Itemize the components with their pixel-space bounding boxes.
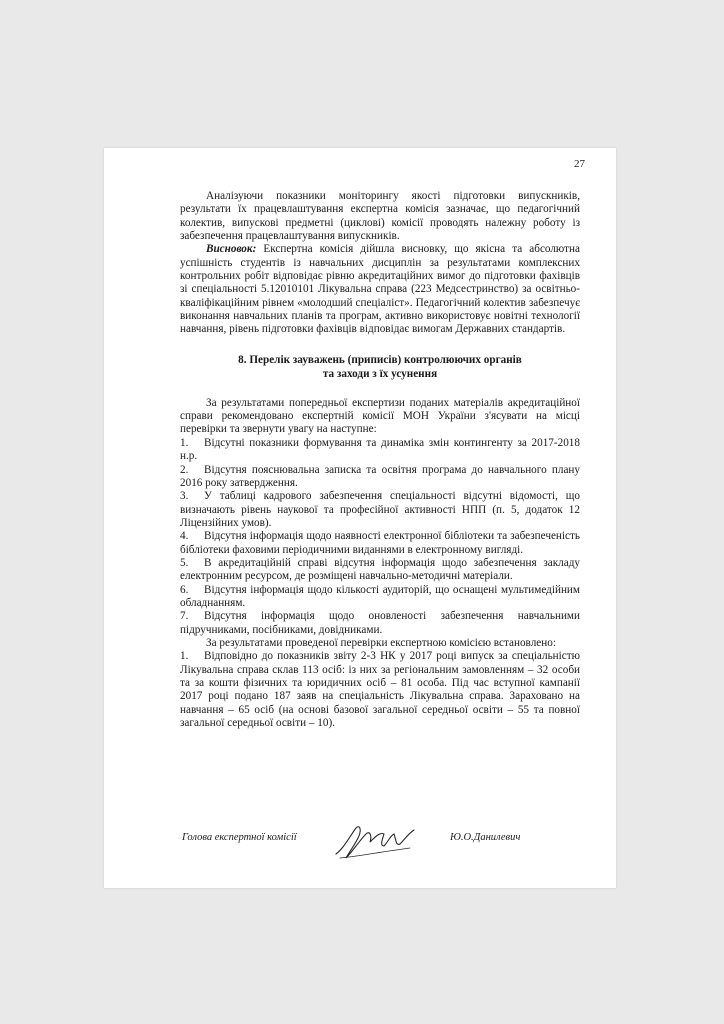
list-item-number: 3. — [180, 490, 189, 503]
result-item-number: 1. — [180, 650, 189, 663]
list-item-number: 5. — [180, 556, 189, 569]
list-item — [180, 584, 580, 611]
section-heading — [180, 353, 580, 381]
section-heading-line1: 8. Перелік зауважень (приписів) контролюючих органів — [238, 353, 522, 366]
list-item-number: 7. — [180, 610, 189, 623]
list-item — [180, 557, 580, 584]
list-item-text: Відсутні показники формування та динаміка змін контингенту за 2017-2018 н.р. — [180, 436, 580, 463]
list-item-number: 4. — [180, 530, 189, 543]
list-item-text: У таблиці кадрового забезпечення спеціальності відсутні відомості, що визначають рівень наукової та професійної активності НПП (п. 5, додаток 12 Ліцензійних умов). — [180, 490, 580, 529]
list-item-text: В акредитаційній справі відсутня інформація щодо забезпечення закладу електронним ресурсом, де розміщені навчально-методичні матеріали. — [180, 556, 580, 583]
signatory-name: Ю.О.Данилевич — [450, 832, 521, 843]
list-item-number: 2. — [180, 463, 189, 476]
list-item-text: Відсутня інформація щодо оновленості забезпечення навчальними підручниками, посібниками, довідниками. — [180, 610, 580, 636]
list-item-text: Відсутня інформація щодо наявності електронної бібліотеки та забезпеченість бібліотеки фаховими періодичними виданнями в електронному вигляді. — [180, 530, 580, 556]
conclusion-paragraph — [180, 243, 580, 336]
list-item — [180, 610, 580, 637]
analysis-paragraph: Аналізуючи показники моніторингу якості підготовки випускників, результати їх працевлаштування експертна комісія зазначає, що педагогічний колектив, випускові предметні (циклові) комісії проводять належну роботу із забезпечення працевлаштування випускників. — [180, 190, 580, 243]
list-item — [180, 530, 580, 557]
handwritten-signature — [330, 818, 420, 866]
conclusion-text: Експертна комісія дійшла висновку, що якісна та абсолютна успішність студентів із навчальних дисциплін за результатами комплексних контрольних робіт відповідає рівню акредитаційних вимог до підготовки фахівців зі спеціальності 5.12010101 Лікувальна справа (223 Медсестринство) за освітньо-кваліфікаційним рівнем «молодший спеціаліст». Педагогічний колектив забезпечує виконання навчальних планів та програм, активно використовує новітні технології навчання, рівень підготовки фахівців відповідає вимогам Державних стандартів. — [180, 243, 580, 336]
list-item-number: 6. — [180, 583, 189, 596]
page-number: 27 — [574, 158, 585, 170]
list-item — [180, 437, 580, 464]
section-heading-line2: та заходи з їх усунення — [322, 367, 438, 380]
list-item — [180, 464, 580, 491]
list-item — [180, 490, 580, 530]
section-intro: За результатами попередньої експертизи поданих матеріалів акредитаційної справи рекомендовано експертній комісії МОН України з'ясувати на місці перевірки та звернути увагу на наступне: — [180, 396, 580, 436]
result-item-text: Відповідно до показників звіту 2-3 НК у 2017 році випуск за спеціальністю Лікувальна справа склав 113 осіб: із них за регіональним замовленням – 32 особи та за кошти фізичних та юридичних осіб – 81 особа. Під час вступної кампанії 2017 році подано 187 заяв на спеціальність Лікувальна справа. Зараховано на навчання – 65 осіб (на основі базової загальної середньої освіти – 55 та повної загальної середньої освіти – 10). — [180, 650, 580, 730]
list-item-number: 1. — [180, 436, 189, 449]
document-body — [180, 190, 580, 730]
result-item — [180, 650, 580, 730]
conclusion-label: Висновок: — [206, 243, 257, 256]
results-intro: За результатами проведеної перевірки експертною комісією встановлено: — [206, 636, 556, 649]
commission-head-label: Голова експертної комісії — [182, 832, 297, 843]
list-item-text: Відсутня пояснювальна записка та освітня програма до навчального плану 2016 року затвердження. — [180, 463, 580, 489]
list-item-text: Відсутня інформація щодо кількості аудиторій, що оснащені мультимедійним обладнанням. — [180, 583, 580, 609]
